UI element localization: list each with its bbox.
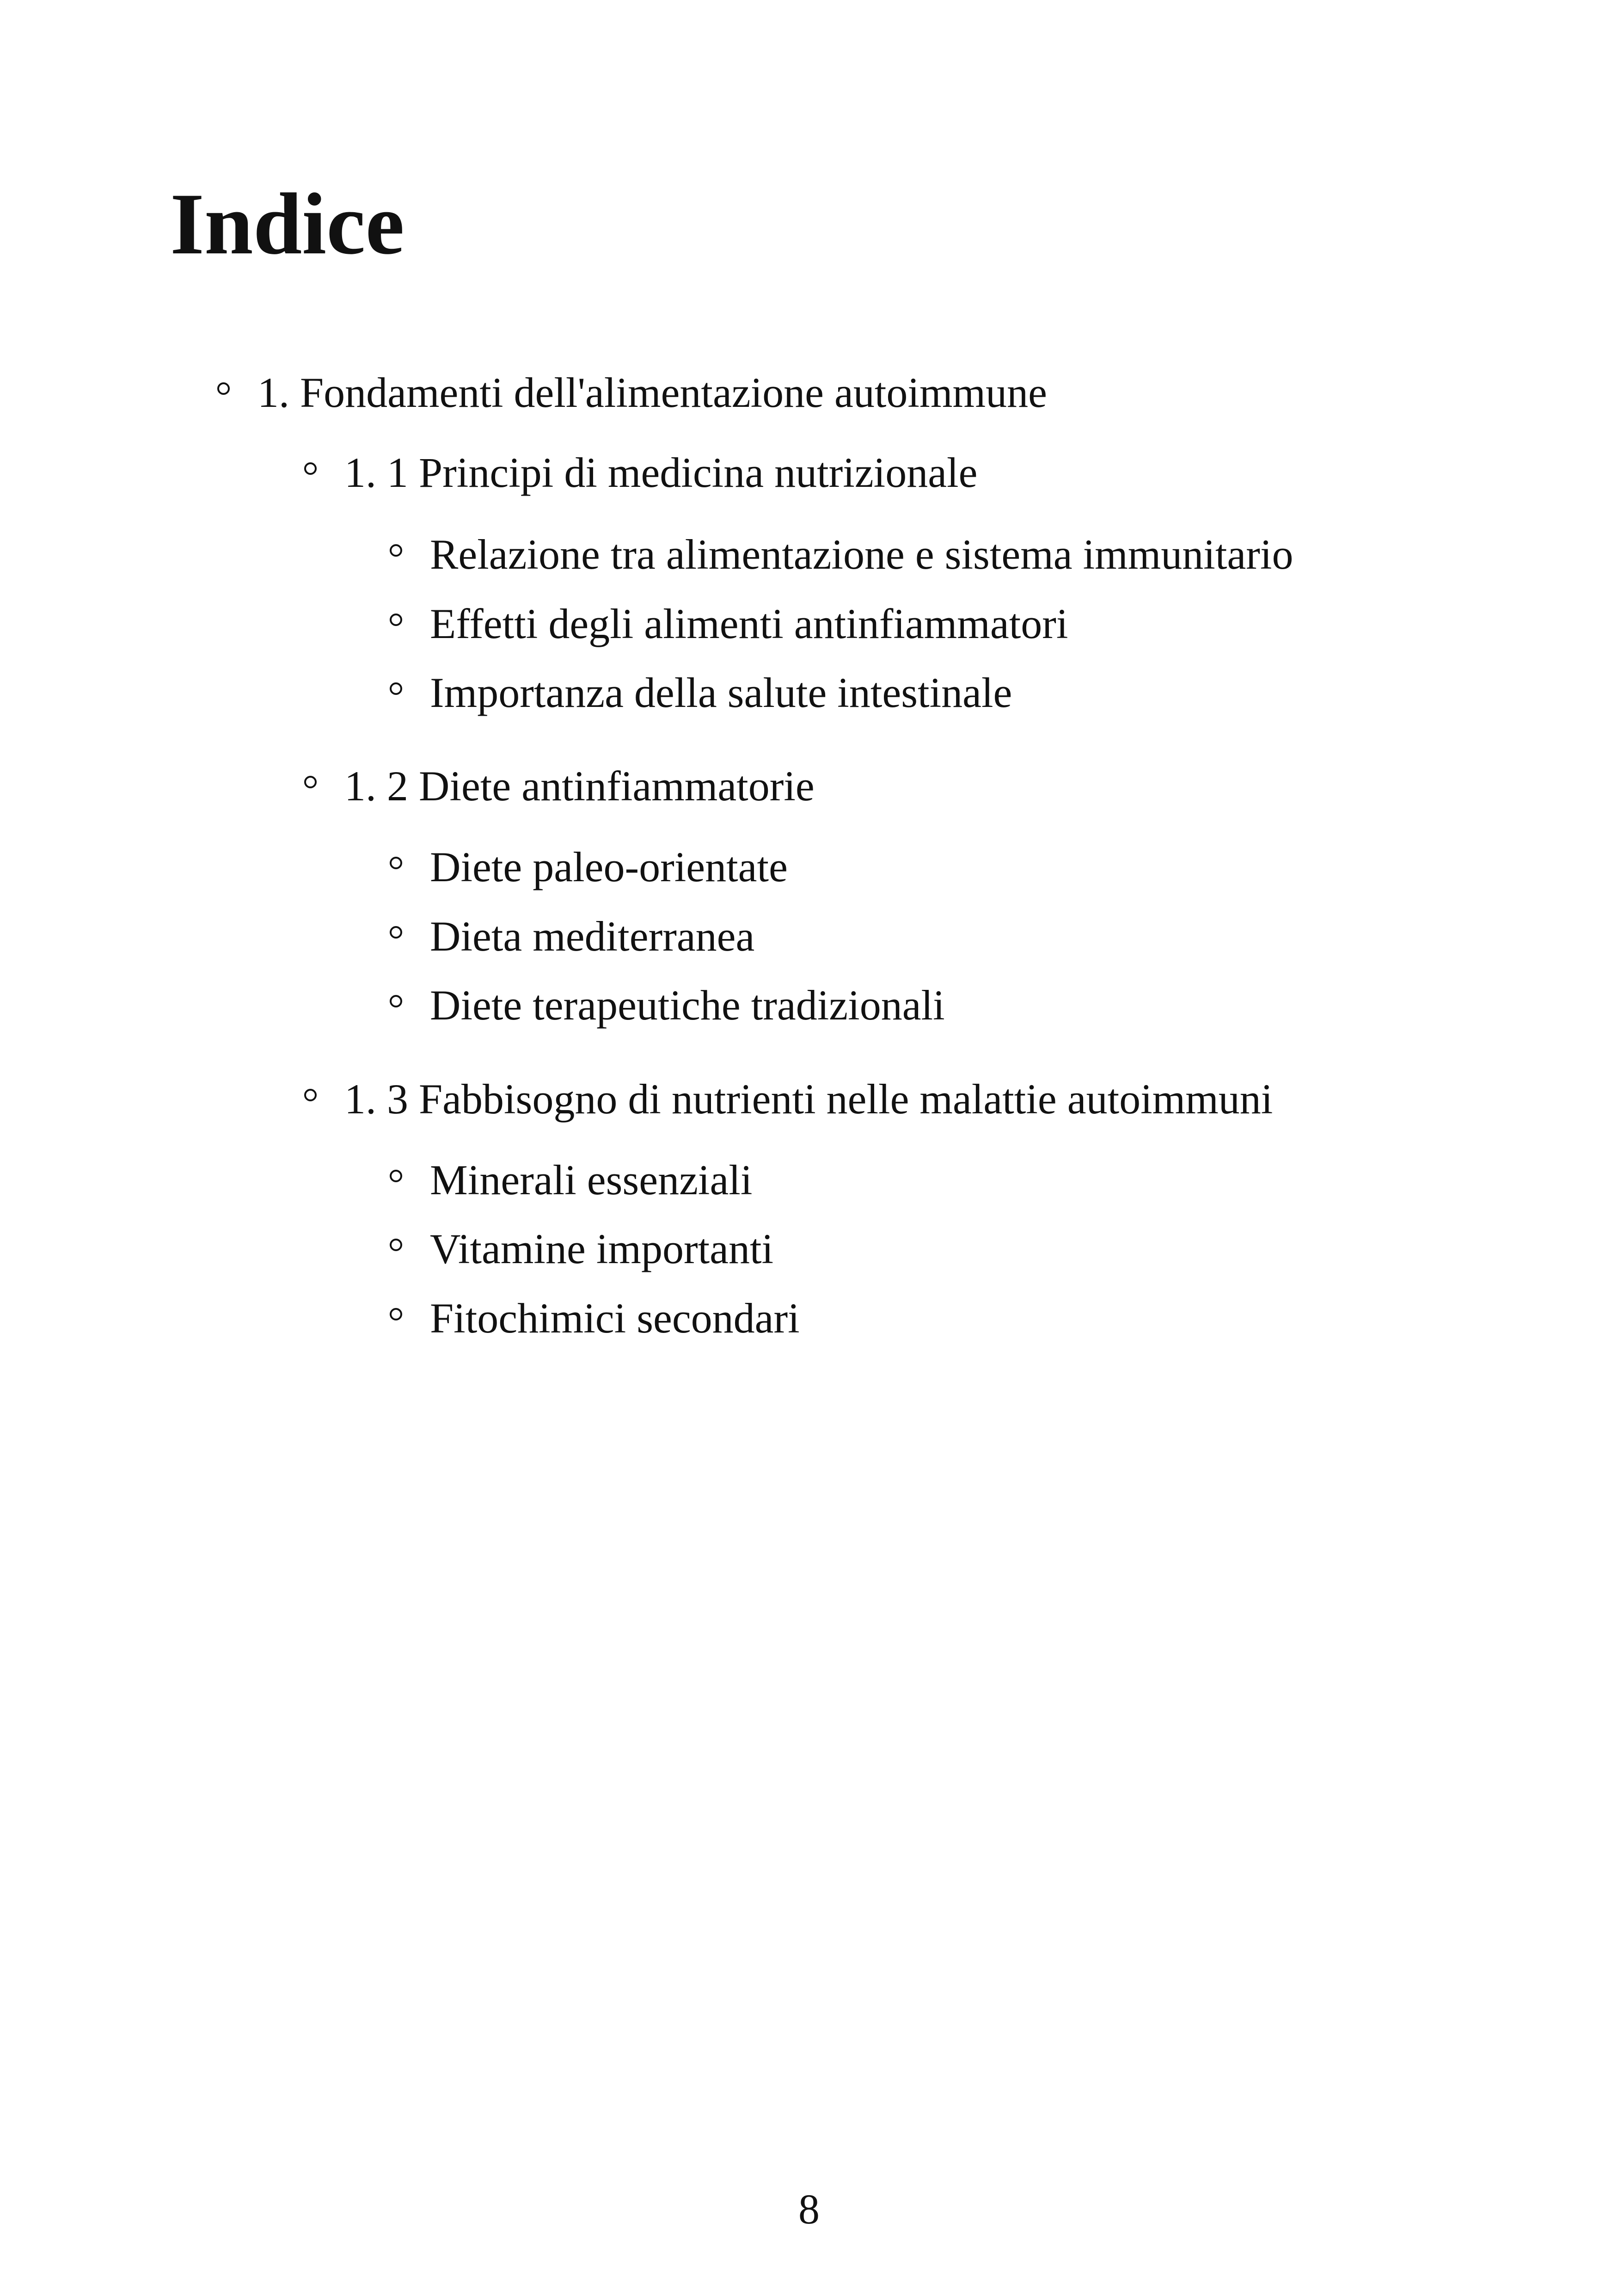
bullet-icon (304, 776, 317, 788)
page-title: Indice (170, 176, 404, 273)
bullet-icon (217, 382, 230, 395)
page-number: 8 (798, 2185, 820, 2233)
toc-item[interactable]: Minerali essenziali (430, 1156, 753, 1203)
bullet-icon (390, 614, 402, 626)
bullet-icon (390, 1170, 402, 1182)
toc-item[interactable]: Dieta mediterranea (430, 913, 755, 960)
bullet-icon (304, 462, 317, 475)
toc-section-1-3[interactable]: 1. 3 Fabbisogno di nutrienti nelle malattie autoimmuni (344, 1075, 1273, 1123)
bullet-icon (390, 995, 402, 1007)
toc-section-1-2[interactable]: 1. 2 Diete antinfiammatorie (344, 762, 815, 810)
toc-item[interactable]: Vitamine importanti (430, 1225, 774, 1272)
bullet-icon (390, 926, 402, 939)
bullet-icon (390, 682, 402, 695)
bullet-icon (390, 544, 402, 557)
bullet-icon (390, 1308, 402, 1320)
toc-item[interactable]: Relazione tra alimentazione e sistema immunitario (430, 531, 1293, 578)
toc-item[interactable]: Effetti degli alimenti antinfiammatori (430, 600, 1068, 647)
toc-item[interactable]: Diete terapeutiche tradizionali (430, 982, 945, 1029)
bullet-icon (390, 857, 402, 869)
toc-item[interactable]: Diete paleo-orientate (430, 843, 788, 890)
toc-item[interactable]: Fitochimici secondari (430, 1295, 800, 1342)
toc-chapter-1[interactable]: 1. Fondamenti dell'alimentazione autoimmune (257, 369, 1047, 416)
bullet-icon (304, 1089, 317, 1101)
bullet-icon (390, 1239, 402, 1251)
toc-item[interactable]: Importanza della salute intestinale (430, 669, 1012, 716)
toc-section-1-1[interactable]: 1. 1 Principi di medicina nutrizionale (344, 449, 978, 496)
